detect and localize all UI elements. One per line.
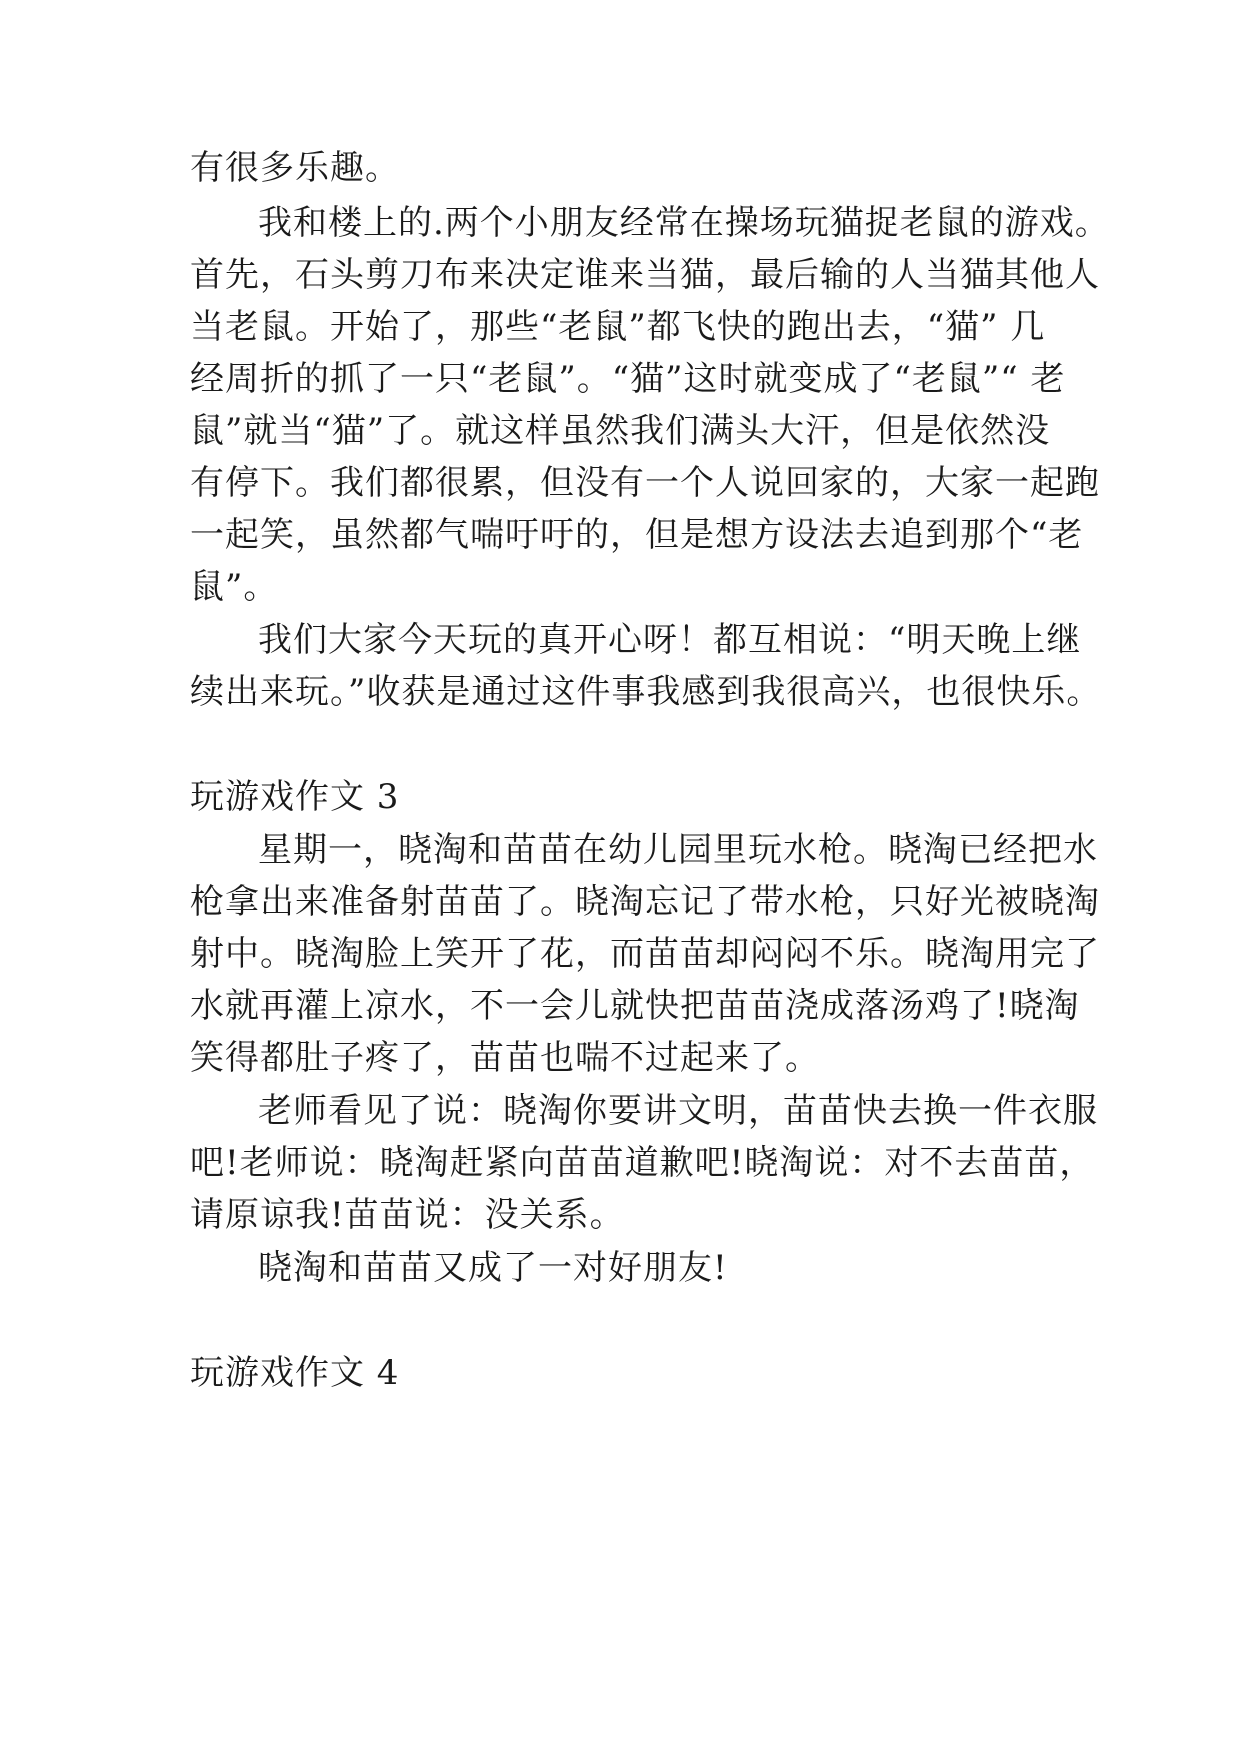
paragraph-line: 射中。晓淘脸上笑开了花，而苗苗却闷闷不乐。晓淘用完了 (190, 934, 1100, 974)
paragraph-line: 鼠”就当“猫”了。就这样虽然我们满头大汗，但是依然没 (190, 411, 1051, 451)
paragraph-line: 有停下。我们都很累，但没有一个人说回家的，大家一起跑 (190, 463, 1100, 503)
paragraph-line: 经周折的抓了一只“老鼠”。“猫”这时就变成了“老鼠”“ 老 (190, 359, 1066, 399)
paragraph-line: 有很多乐趣。 (190, 148, 400, 188)
section-heading: 玩游戏作文 4 (190, 1353, 400, 1393)
paragraph-line: 老师看见了说：晓淘你要讲文明，苗苗快去换一件衣服 (258, 1091, 1098, 1131)
paragraph-line: 首先，石头剪刀布来决定谁来当猫，最后输的人当猫其他人 (190, 255, 1100, 295)
paragraph-line: 请原谅我!苗苗说：没关系。 (190, 1195, 625, 1235)
paragraph-line: 续出来玩。”收获是通过这件事我感到我很高兴，也很快乐。 (190, 672, 1102, 712)
paragraph-line: 一起笑，虽然都气喘吁吁的，但是想方设法去追到那个“老 (190, 515, 1084, 555)
paragraph-line: 笑得都肚子疼了，苗苗也喘不过起来了。 (190, 1038, 820, 1078)
paragraph-line: 我们大家今天玩的真开心呀！都互相说：“明天晚上继 (258, 620, 1082, 660)
paragraph-line: 鼠”。 (190, 567, 279, 607)
section-heading: 玩游戏作文 3 (190, 777, 400, 817)
paragraph-line: 枪拿出来准备射苗苗了。晓淘忘记了带水枪，只好光被晓淘 (190, 882, 1100, 922)
paragraph-line: 晓淘和苗苗又成了一对好朋友! (258, 1248, 728, 1288)
paragraph-line: 星期一，晓淘和苗苗在幼儿园里玩水枪。晓淘已经把水 (258, 830, 1098, 870)
paragraph-line: 我和楼上的.两个小朋友经常在操场玩猫捉老鼠的游戏。 (258, 203, 1110, 243)
paragraph-line: 水就再灌上凉水，不一会儿就快把苗苗浇成落汤鸡了!晓淘 (190, 986, 1080, 1026)
paragraph-line: 吧!老师说：晓淘赶紧向苗苗道歉吧!晓淘说：对不去苗苗， (190, 1143, 1095, 1183)
paragraph-line: 当老鼠。开始了，那些“老鼠”都飞快的跑出去，“猫” 几 (190, 307, 1046, 347)
